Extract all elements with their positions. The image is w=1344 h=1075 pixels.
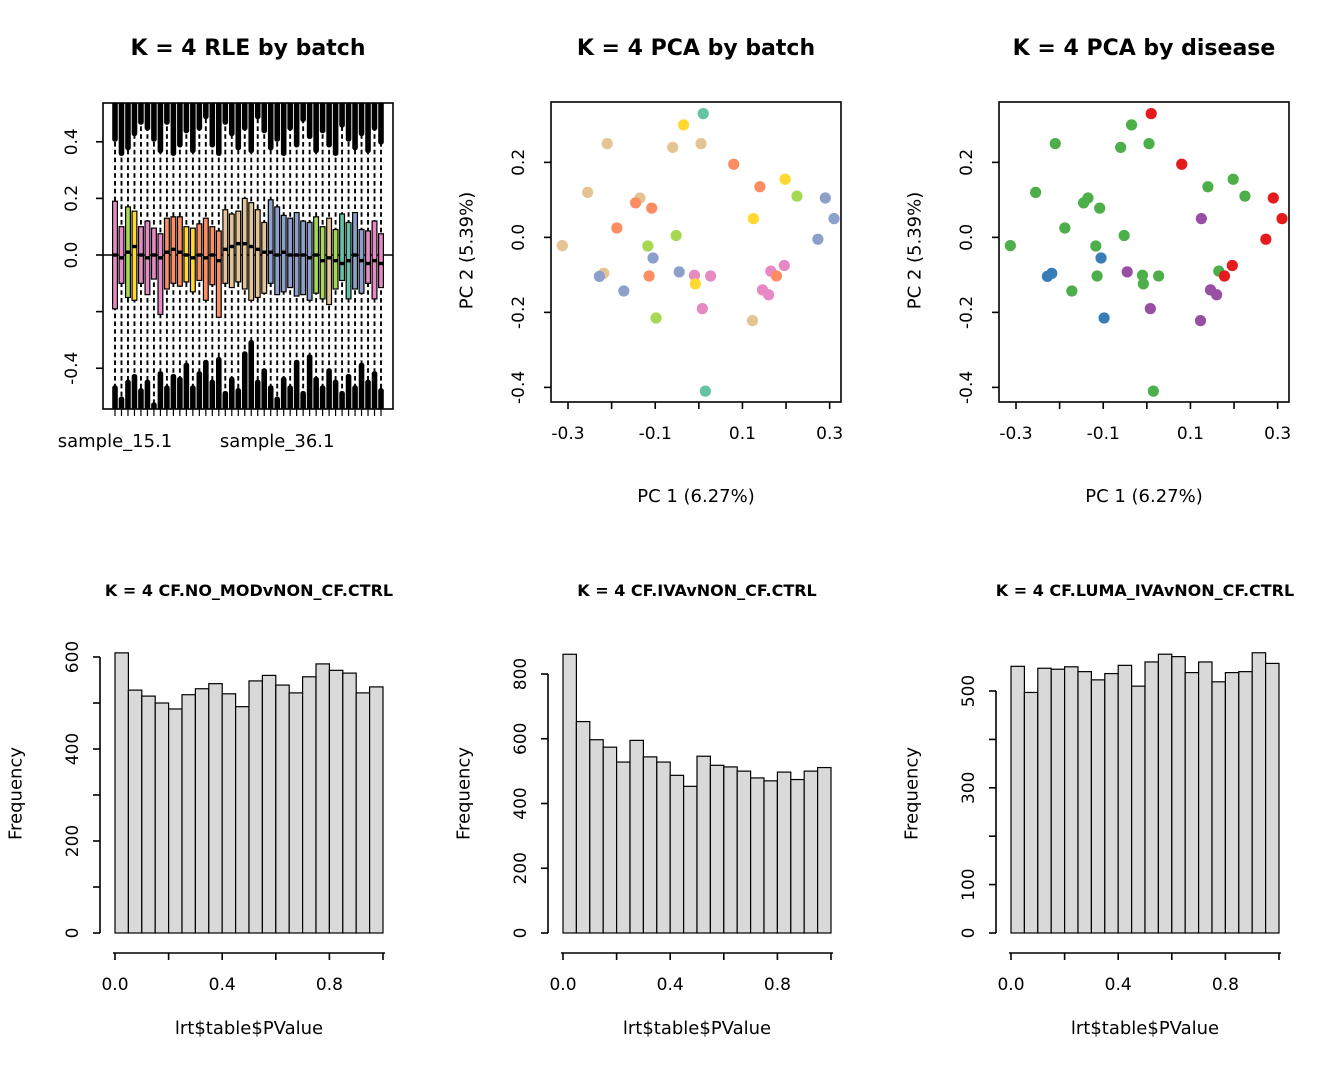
svg-text:-0.3: -0.3 (551, 424, 585, 444)
svg-text:100: 100 (959, 868, 979, 901)
hist-no-mod-yaxis-title: Frequency (5, 747, 27, 840)
pca-batch-yaxis-title: PC 2 (5.39%) (456, 191, 478, 310)
svg-text:0.0: 0.0 (549, 975, 577, 995)
svg-text:0: 0 (959, 927, 979, 939)
svg-text:-0.1: -0.1 (638, 424, 672, 444)
svg-text:200: 200 (511, 852, 531, 885)
rle-title: K = 4 RLE by batch (130, 36, 366, 61)
svg-text:0.0: 0.0 (509, 223, 529, 251)
svg-text:0.2: 0.2 (62, 184, 82, 212)
pca-batch-xaxis-title: PC 1 (6.27%) (637, 486, 755, 507)
svg-text:0.0: 0.0 (101, 975, 129, 995)
svg-text:0.1: 0.1 (728, 424, 756, 444)
svg-text:0.3: 0.3 (816, 424, 844, 444)
svg-text:0.2: 0.2 (957, 148, 977, 176)
svg-text:0.4: 0.4 (62, 128, 82, 156)
svg-text:0.4: 0.4 (656, 975, 684, 995)
svg-text:0.0: 0.0 (62, 241, 82, 269)
hist-luma-title: K = 4 CF.LUMA_IVAvNON_CF.CTRL (995, 581, 1295, 600)
svg-text:800: 800 (511, 657, 531, 691)
svg-text:sample_15.1: sample_15.1 (57, 431, 173, 452)
hist-iva-title: K = 4 CF.IVAvNON_CF.CTRL (577, 581, 817, 600)
svg-text:0.3: 0.3 (1264, 424, 1292, 444)
svg-text:-0.4: -0.4 (957, 370, 977, 404)
pca-disease-title: K = 4 PCA by disease (1012, 36, 1276, 61)
svg-text:-0.2: -0.2 (509, 295, 529, 329)
svg-text:600: 600 (63, 640, 83, 674)
svg-text:0.8: 0.8 (315, 975, 343, 995)
svg-text:-0.3: -0.3 (999, 424, 1033, 444)
svg-text:-0.1: -0.1 (1086, 424, 1120, 444)
svg-text:0.8: 0.8 (763, 975, 791, 995)
svg-text:0.4: 0.4 (208, 975, 236, 995)
svg-text:0.2: 0.2 (509, 148, 529, 176)
svg-text:200: 200 (63, 824, 83, 858)
hist-iva-yaxis-title: Frequency (453, 747, 475, 840)
svg-text:300: 300 (959, 771, 979, 805)
svg-text:0.0: 0.0 (997, 975, 1025, 995)
hist-iva-xaxis-title: lrt$table$PValue (622, 1018, 772, 1039)
svg-text:0: 0 (63, 927, 83, 939)
hist-no-mod-xaxis-title: lrt$table$PValue (174, 1018, 324, 1039)
svg-text:0.1: 0.1 (1176, 424, 1204, 444)
pca-batch-title: K = 4 PCA by batch (576, 36, 816, 61)
pca-disease-yaxis-title: PC 2 (5.39%) (904, 191, 926, 310)
svg-text:500: 500 (959, 674, 979, 708)
svg-text:sample_36.1: sample_36.1 (219, 431, 335, 452)
hist-no-mod-title: K = 4 CF.NO_MODvNON_CF.CTRL (104, 581, 394, 600)
hist-luma-xaxis-title: lrt$table$PValue (1070, 1018, 1220, 1039)
hist-luma-yaxis-title: Frequency (901, 747, 923, 840)
svg-text:400: 400 (63, 732, 83, 766)
svg-text:0.4: 0.4 (1104, 975, 1132, 995)
svg-text:600: 600 (511, 722, 531, 755)
svg-text:0.0: 0.0 (957, 223, 977, 251)
svg-text:0.8: 0.8 (1211, 975, 1239, 995)
svg-text:-0.4: -0.4 (62, 351, 82, 385)
svg-text:-0.4: -0.4 (509, 370, 529, 404)
svg-text:0: 0 (511, 927, 531, 939)
svg-text:400: 400 (511, 787, 531, 820)
pca-disease-xaxis-title: PC 1 (6.27%) (1085, 486, 1203, 507)
svg-text:-0.2: -0.2 (957, 295, 977, 329)
